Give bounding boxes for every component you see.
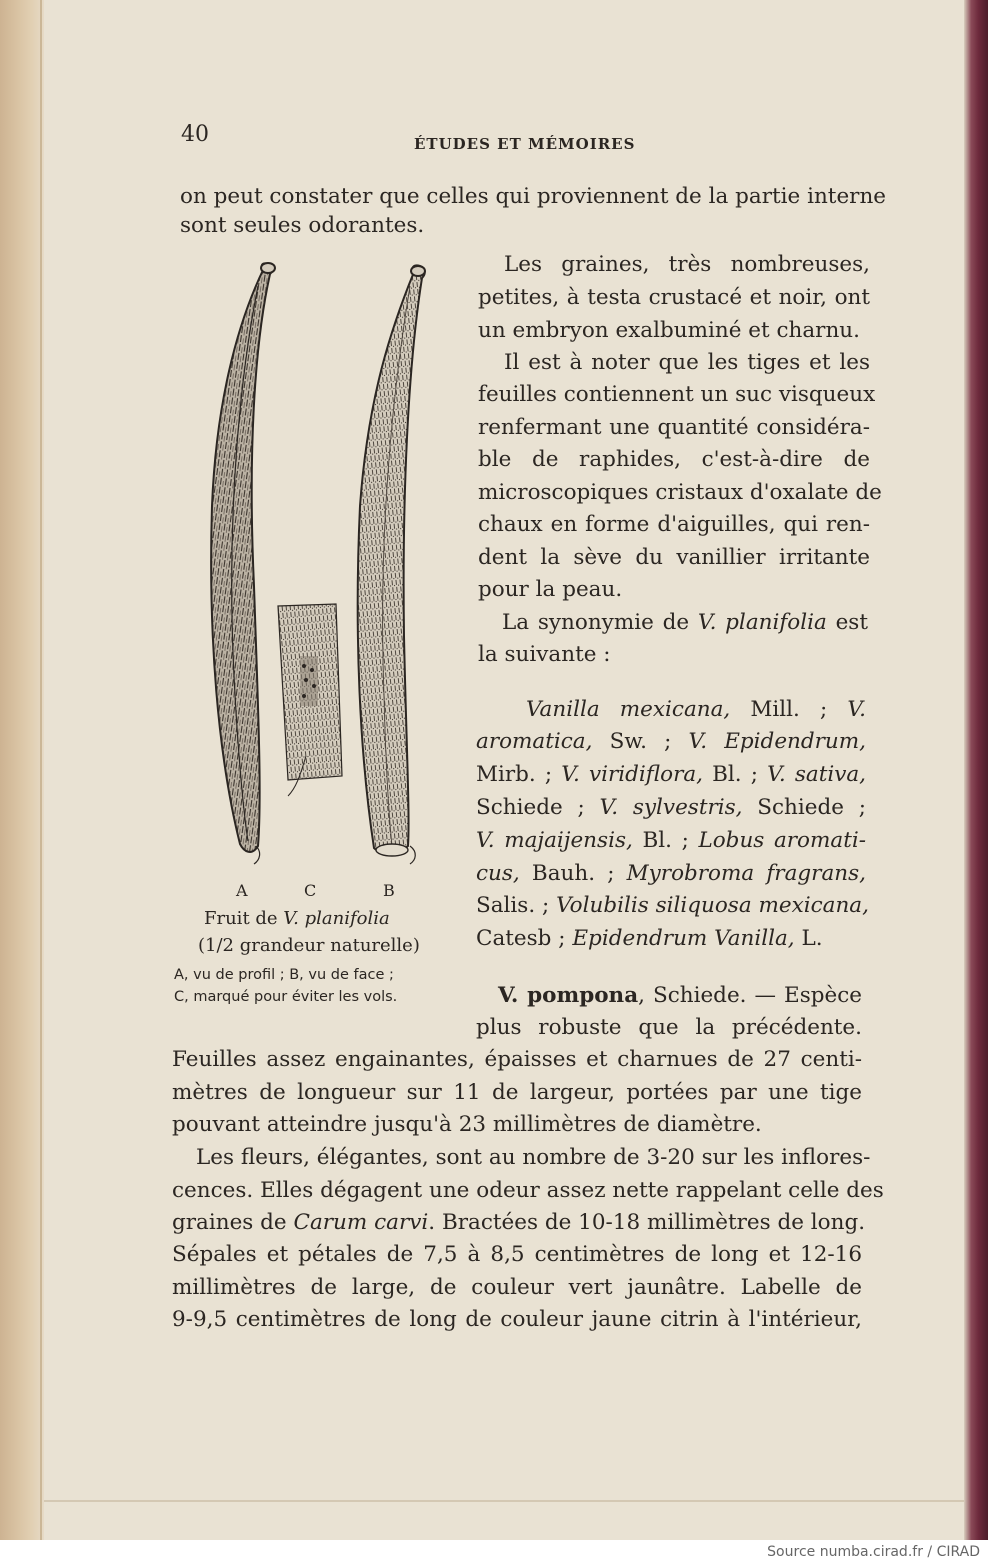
- book-cover-edge: [964, 0, 988, 1540]
- page-fold-line: [40, 0, 42, 1540]
- body-line-9: 9-9,5 centimètres de long de couleur jaune citrin à l'intérieur,: [172, 1307, 862, 1332]
- synonym-line-6: [476, 860, 866, 888]
- body-line-3: pouvant atteindre jusqu'à 23 millimètres de diamètre.: [172, 1112, 762, 1137]
- pompona-heading: V. pompona: [498, 983, 639, 1008]
- figure-legend-line-2: C, marqué pour éviter les vols.: [174, 989, 398, 1005]
- body-line-1: Feuilles assez engainantes, épaisses et charnues de 27 centi-: [172, 1047, 862, 1072]
- synonymie-text: La synonymie de: [502, 610, 698, 635]
- synonym-line-2: [476, 728, 866, 756]
- syn-name: cus,: [476, 861, 520, 886]
- syn-author: Sw. ;: [609, 729, 672, 754]
- figure-caption-scale: (1/2 grandeur naturelle): [198, 935, 420, 956]
- pod-c-marked-segment: [278, 604, 342, 796]
- syn-author: Mirb. ;: [476, 762, 553, 787]
- tiges-line-1: Il est à noter que les tiges et les: [504, 350, 870, 375]
- synonym-line-4: [476, 794, 866, 822]
- synonym-line-1: [526, 696, 866, 724]
- syn-name: Epidendrum Vanilla,: [572, 926, 795, 951]
- vanilla-pod-illustration: [196, 256, 436, 876]
- synonymie-line-1: [502, 609, 868, 637]
- figure-letter-c: C: [304, 881, 317, 900]
- syn-author: Salis. ;: [476, 893, 550, 918]
- syn-author: Bauh. ;: [531, 861, 615, 886]
- body-text: graines de: [172, 1210, 294, 1235]
- caption-species: V. planifolia: [283, 908, 390, 929]
- syn-author: Schiede ;: [476, 795, 585, 820]
- tiges-line-2: feuilles contiennent un suc visqueux: [478, 382, 876, 407]
- syn-author: Bl. ;: [712, 762, 758, 787]
- synonym-line-5: [476, 827, 866, 855]
- tiges-line-5: microscopiques cristaux d'oxalate de: [478, 480, 882, 505]
- syn-name: aromatica,: [476, 729, 593, 754]
- pod-b-front: [358, 265, 425, 864]
- syn-author: Bl. ;: [642, 828, 689, 853]
- syn-name: V.: [847, 697, 866, 722]
- body-line-6: [172, 1209, 866, 1237]
- synonym-line-3: [476, 761, 866, 789]
- source-credit: Source numba.cirad.fr / CIRAD: [767, 1544, 980, 1560]
- page-bottom-edge: [44, 1500, 964, 1502]
- syn-name: V. majaijensis,: [476, 828, 633, 853]
- syn-name: V. sativa,: [767, 762, 867, 787]
- body-species: Carum carvi: [293, 1210, 429, 1235]
- synonymie-text-end: est: [826, 610, 868, 635]
- body-line-2: mètres de longueur sur 11 de largeur, portées par une tige: [172, 1080, 862, 1105]
- syn-author: Schiede ;: [757, 795, 866, 820]
- syn-name: V. Epidendrum,: [688, 729, 866, 754]
- syn-name: Myrobroma fragrans,: [626, 861, 866, 886]
- body-line-8: millimètres de large, de couleur vert jaunâtre. Labelle de: [172, 1275, 862, 1300]
- tiges-line-7: dent la sève du vanillier irritante: [478, 545, 870, 570]
- page-left-edge: [0, 0, 44, 1540]
- pompona-text: , Schiede. — Espèce: [638, 983, 862, 1008]
- tiges-line-8: pour la peau.: [478, 577, 623, 602]
- pompona-line-2: plus robuste que la précédente.: [476, 1015, 862, 1040]
- synonymie-line-2: la suivante :: [478, 642, 611, 667]
- figure-letter-b: B: [383, 881, 395, 900]
- caption-text: Fruit de: [204, 908, 284, 929]
- figure-letter-a: A: [236, 881, 248, 900]
- figure-caption: [204, 908, 390, 929]
- graines-line-3: un embryon exalbuminé et charnu.: [478, 318, 860, 343]
- tiges-line-6: chaux en forme d'aiguilles, qui ren-: [478, 512, 870, 537]
- syn-name: V. viridiflora,: [561, 762, 703, 787]
- page-number: 40: [181, 122, 209, 147]
- syn-author: L.: [801, 926, 823, 951]
- syn-name: Lobus aromati-: [698, 828, 866, 853]
- intro-line-2: sont seules odorantes.: [180, 213, 425, 238]
- syn-author: Mill. ;: [750, 697, 828, 722]
- body-line-7: Sépales et pétales de 7,5 à 8,5 centimètres de long et 12-16: [172, 1242, 862, 1267]
- syn-name: Volubilis siliquosa mexicana,: [556, 893, 869, 918]
- pompona-line-1: [498, 982, 862, 1010]
- graines-line-2: petites, à testa crustacé et noir, ont: [478, 285, 870, 310]
- intro-line-1: on peut constater que celles qui proviennent de la partie interne: [180, 184, 887, 209]
- body-line-5: cences. Elles dégagent une odeur assez nette rappelant celle des: [172, 1178, 884, 1203]
- syn-name: Vanilla mexicana,: [526, 697, 731, 722]
- syn-name: V. sylvestris,: [599, 795, 743, 820]
- graines-line-1: Les graines, très nombreuses,: [504, 252, 870, 277]
- syn-author: Catesb ;: [476, 926, 566, 951]
- body-text-end: . Bractées de 10-18 millimètres de long.: [428, 1210, 866, 1235]
- tiges-line-3: renfermant une quantité considéra-: [478, 415, 870, 440]
- running-head: ÉTUDES ET MÉMOIRES: [414, 135, 636, 153]
- synonym-line-7: [476, 892, 869, 920]
- figure-legend-line-1: A, vu de profil ; B, vu de face ;: [174, 967, 394, 983]
- pod-a-profile: [211, 263, 275, 864]
- body-line-4: Les fleurs, élégantes, sont au nombre de 3-20 sur les inflores-: [196, 1145, 871, 1170]
- synonym-line-8: [476, 925, 823, 953]
- synonymie-species: V. planifolia: [697, 610, 827, 635]
- tiges-line-4: ble de raphides, c'est-à-dire de: [478, 447, 870, 472]
